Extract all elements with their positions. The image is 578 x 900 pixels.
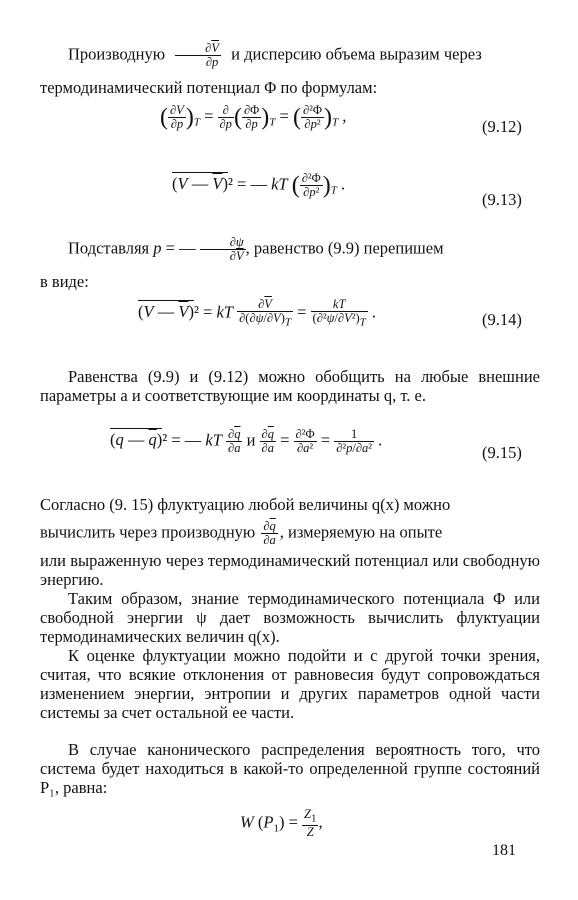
equation-number-9-14: (9.14)	[482, 310, 522, 329]
paragraph-substitute-line2: в виде:	[40, 272, 89, 291]
paragraph-canonical: В случае канонического распределения вероятность того, что система будет находиться в какой-то определенной группе состояний P₁, равна:	[40, 740, 540, 797]
paragraph-fluctuation-line1: Согласно (9. 15) флуктуацию любой величины q(x) можно	[40, 495, 451, 514]
fluctuation-text-b: вычислить через производную	[40, 522, 256, 542]
equation-w-p1: W $(P_1)$ = $\frac{Z_1}{Z}$ ,	[240, 807, 323, 840]
paragraph-fluctuation-line3: или выраженную через термодинамический потенциал или свободную энергию.	[40, 551, 540, 589]
paragraph-intro-line2: термодинамический потенциал Φ по формулам:	[40, 78, 378, 97]
dpsi-dv-fraction: $\frac{\partial\psi}{\partial\overline{V}}$	[200, 236, 246, 263]
equation-number-9-15: (9.15)	[482, 443, 522, 462]
intro-text-b: и дисперсию объема выразим через	[231, 44, 482, 64]
page-number: 181	[492, 842, 516, 859]
dq-da-fraction: $\frac{\partial\overline{q}}{\partial a}$	[263, 519, 276, 548]
paragraph-fluctuation-line2	[40, 520, 540, 547]
equation-9-13: (V — $\overline{V})^2$ = — kT ( $\frac{\text{∂²Φ}}{\text{∂p²}}$ )$_T$ .	[172, 171, 346, 200]
paragraph-other-approach: К оценке флуктуации можно подойти и с другой точки зрения, считая, что всякие отклонения от равновесия будут сопровождаться изменением энергии, энтропии и других параметров одной части системы за счет остальной ее части.	[40, 646, 540, 722]
equation-number-9-13: (9.13)	[482, 190, 522, 209]
substitute-text-a: Подставляя	[68, 238, 150, 258]
fluctuation-text-c: , измеряемую на опыте	[279, 522, 443, 542]
paragraph-conclusion: Таким образом, знание термодинамического потенциала Φ или свободной энергии ψ дает возможность вычислить флуктуации термодинамических величин q(x).	[40, 589, 540, 646]
paragraph-generalize: Равенства (9.9) и (9.12) можно обобщить на любые внешние параметры a и соответствующие им координаты q, т. е.	[40, 367, 540, 405]
paragraph-intro	[40, 42, 540, 69]
paragraph-substitute: Подставляя p = — $\frac{\partial\psi}{\partial\overline{V}}$ , равенство (9.9) перепишем	[68, 235, 444, 264]
equation-9-15: (q — $\overline{q})^2$ = — kT $\frac{\partial\overline{q}}{\partial a}$ и $\frac{\partial\overline{q}}{\partial a}$ = $\frac{\text{∂²Φ}}{\text{∂a²}}$ = $\frac{1}{\text{∂²p/∂a²}}$ .	[110, 427, 383, 456]
equation-number-9-12: (9.12)	[482, 117, 522, 136]
equation-9-14: (V — $\overline{V})^2$ = kT $\frac{\partial\overline{V}}{\partial(\partial\psi/\partial V)_T}$ = $\frac{kT}{(\partial^2\psi/\partial V^2)_T}$ .	[138, 297, 377, 329]
substitute-text-b: равенство (9.9) перепишем	[253, 238, 444, 258]
dv-dp-fraction: $\frac{\partial\overline{V}}{\partial p}$	[175, 42, 221, 69]
equation-9-12: ( $\frac{\partial V}{\partial p}$ )$_T$ = $\frac{\partial}{\partial p}$ ( $\frac{\partial\Phi}{\partial p}$ )$_T$ = ( $\frac{\text{∂²Φ}}{\text{∂p²}}$ )$_T$ ,	[160, 103, 347, 132]
intro-text-a: Производную	[68, 44, 166, 64]
